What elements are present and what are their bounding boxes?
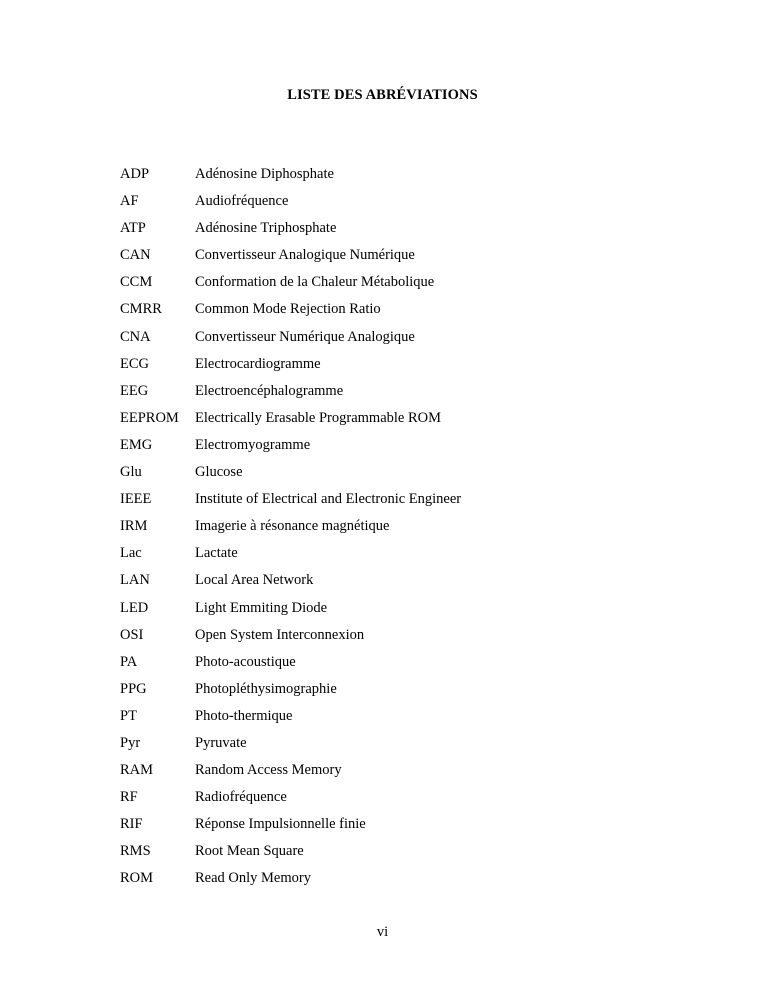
abbreviation-term: LAN <box>120 572 150 589</box>
abbreviation-definition: Lactate <box>195 545 238 562</box>
abbreviation-row <box>120 435 640 462</box>
abbreviation-definition: Light Emmiting Diode <box>195 599 328 616</box>
abbreviation-row <box>120 354 640 381</box>
abbreviation-definition: Pyruvate <box>195 734 247 751</box>
abbreviation-term: ADP <box>120 166 150 182</box>
abbreviation-row <box>120 733 640 760</box>
abbreviation-definition: Open System Interconnexion <box>195 626 365 643</box>
abbreviation-row <box>120 191 640 218</box>
abbreviation-row <box>120 570 640 597</box>
abbreviation-row <box>120 272 640 299</box>
abbreviation-row <box>120 299 640 326</box>
abbreviation-definition: Local Area Network <box>195 572 314 589</box>
abbreviation-definition: Conformation de la Chaleur Métabolique <box>195 274 435 291</box>
abbreviation-term: LED <box>120 599 149 616</box>
abbreviation-row <box>120 706 640 733</box>
abbreviation-definition: Réponse Impulsionnelle finie <box>195 816 366 833</box>
abbreviation-term: RMS <box>120 843 151 860</box>
abbreviation-term: ROM <box>120 870 154 887</box>
abbreviation-definition: Electroencéphalogramme <box>195 382 344 399</box>
abbreviation-definition: Adénosine Diphosphate <box>195 166 334 182</box>
abbreviation-term: RAM <box>120 762 154 779</box>
abbreviation-term: Glu <box>120 464 142 481</box>
abbreviation-term: IRM <box>120 518 148 535</box>
abbreviation-row <box>120 489 640 516</box>
abbreviation-definition: Random Access Memory <box>195 762 342 779</box>
abbreviation-row <box>120 841 640 868</box>
abbreviation-definition: Convertisseur Analogique Numérique <box>195 247 415 264</box>
abbreviation-definition: Photopléthysimographie <box>195 680 337 697</box>
abbreviation-term: ECG <box>120 355 149 372</box>
abbreviation-row <box>120 814 640 841</box>
abbreviation-definition: Imagerie à résonance magnétique <box>195 518 390 535</box>
abbreviation-term: CNA <box>120 328 151 345</box>
abbreviation-term: Lac <box>120 545 142 562</box>
abbreviation-row <box>120 598 640 625</box>
abbreviation-term: CAN <box>120 247 151 264</box>
abbreviation-row <box>120 462 640 489</box>
abbreviation-term: PT <box>120 707 137 724</box>
abbreviation-row <box>120 652 640 679</box>
abbreviation-term: AF <box>120 193 139 210</box>
abbreviation-definition: Adénosine Triphosphate <box>195 220 337 237</box>
abbreviation-term: EEPROM <box>120 409 179 426</box>
abbreviation-term: EEG <box>120 382 149 399</box>
abbreviation-definition: Common Mode Rejection Ratio <box>195 301 381 318</box>
abbreviation-term: RF <box>120 789 138 806</box>
abbreviation-term: CCM <box>120 274 153 291</box>
abbreviation-row <box>120 868 640 895</box>
abbreviation-term: ATP <box>120 220 146 237</box>
abbreviation-row <box>120 679 640 706</box>
abbreviation-term: PA <box>120 653 138 670</box>
abbreviation-row <box>120 625 640 652</box>
abbreviation-definition: Convertisseur Numérique Analogique <box>195 328 415 345</box>
abbreviation-term: CMRR <box>120 301 162 318</box>
abbreviation-row <box>120 760 640 787</box>
abbreviation-row <box>120 787 640 814</box>
abbreviation-definition: Electrocardiogramme <box>195 355 321 372</box>
abbreviation-definition: Photo-thermique <box>195 707 293 724</box>
page-number: vi <box>376 924 389 940</box>
abbreviation-definition: Electrically Erasable Programmable ROM <box>195 409 442 426</box>
abbreviation-term: OSI <box>120 626 144 643</box>
abbreviation-term: Pyr <box>120 734 141 751</box>
abbreviation-row <box>120 327 640 354</box>
abbreviation-definition: Photo-acoustique <box>195 653 296 670</box>
abbreviation-definition: Glucose <box>195 464 243 481</box>
abbreviation-definition: Read Only Memory <box>195 870 311 887</box>
abbreviation-term: PPG <box>120 680 147 697</box>
abbreviation-row <box>120 218 640 245</box>
abbreviation-definition: Institute of Electrical and Electronic Engineer <box>195 491 462 508</box>
abbreviation-definition: Audiofréquence <box>195 193 289 210</box>
abbreviation-definition: Radiofréquence <box>195 789 287 806</box>
abbreviation-term: EMG <box>120 436 153 453</box>
abbreviation-list <box>120 164 640 896</box>
abbreviation-term: IEEE <box>120 491 152 508</box>
abbreviation-term: RIF <box>120 816 143 833</box>
abbreviation-row <box>120 408 640 435</box>
abbreviation-definition: Root Mean Square <box>195 843 304 860</box>
abbreviation-definition: Electromyogramme <box>195 436 311 453</box>
abbreviation-row <box>120 245 640 272</box>
abbreviation-row <box>120 164 640 191</box>
abbreviation-row <box>120 543 640 570</box>
page-title: LISTE DES ABRÉVIATIONS <box>287 87 478 103</box>
abbreviation-row <box>120 381 640 408</box>
abbreviation-row <box>120 516 640 543</box>
